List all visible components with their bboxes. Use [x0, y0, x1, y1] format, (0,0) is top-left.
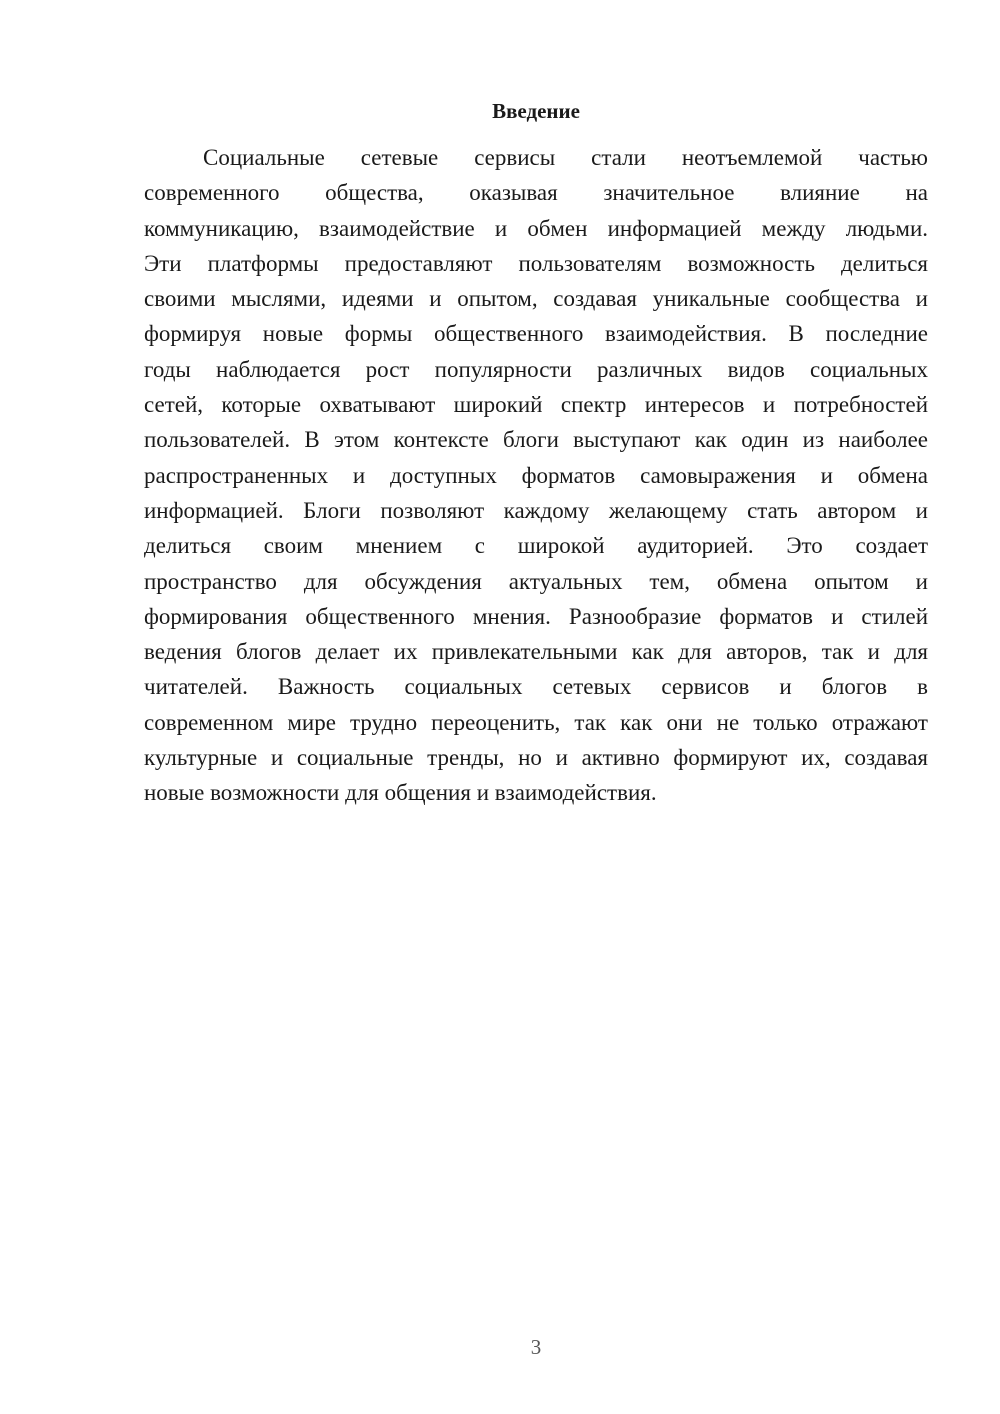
paragraph-line: культурные и социальные тренды, но и активно формируют их, создавая — [144, 745, 928, 771]
paragraph-line: читателей. Важность социальных сетевых сервисов и блогов в — [144, 674, 928, 700]
paragraph-line: Эти платформы предоставляют пользователям возможность делиться — [144, 250, 928, 276]
introduction-paragraph — [144, 140, 928, 811]
paragraph-line: пользователей. В этом контексте блоги выступают как один из наиболее — [144, 427, 928, 453]
paragraph-line: делиться своим мнением с широкой аудиторией. Это создает — [144, 533, 928, 559]
paragraph-line: формирования общественного мнения. Разнообразие форматов и стилей — [144, 603, 928, 629]
paragraph-line: современном мире трудно переоценить, так как они не только отражают — [144, 709, 928, 735]
page-number: 3 — [530, 1335, 542, 1359]
paragraph-line: ведения блогов делает их привлекательными как для авторов, так и для — [144, 639, 928, 665]
paragraph-line: годы наблюдается рост популярности различных видов социальных — [144, 356, 928, 382]
paragraph-line: распространенных и доступных форматов самовыражения и обмена — [144, 462, 928, 488]
paragraph-line: коммуникацию, взаимодействие и обмен информацией между людьми. — [144, 215, 928, 241]
paragraph-line: Социальные сетевые сервисы стали неотъемлемой частью — [203, 145, 928, 170]
paragraph-line: формируя новые формы общественного взаимодействия. В последние — [144, 321, 928, 347]
paragraph-line: сетей, которые охватывают широкий спектр интересов и потребностей — [144, 392, 928, 418]
paragraph-line: пространство для обсуждения актуальных тем, обмена опытом и — [144, 568, 928, 594]
paragraph-line: своими мыслями, идеями и опытом, создавая уникальные сообщества и — [144, 286, 928, 312]
paragraph-line: информацией. Блоги позволяют каждому желающему стать автором и — [144, 497, 928, 523]
section-heading: Введение — [492, 99, 580, 123]
paragraph-line: новые возможности для общения и взаимодействия. — [144, 780, 657, 806]
paragraph-line: современного общества, оказывая значительное влияние на — [144, 180, 928, 206]
